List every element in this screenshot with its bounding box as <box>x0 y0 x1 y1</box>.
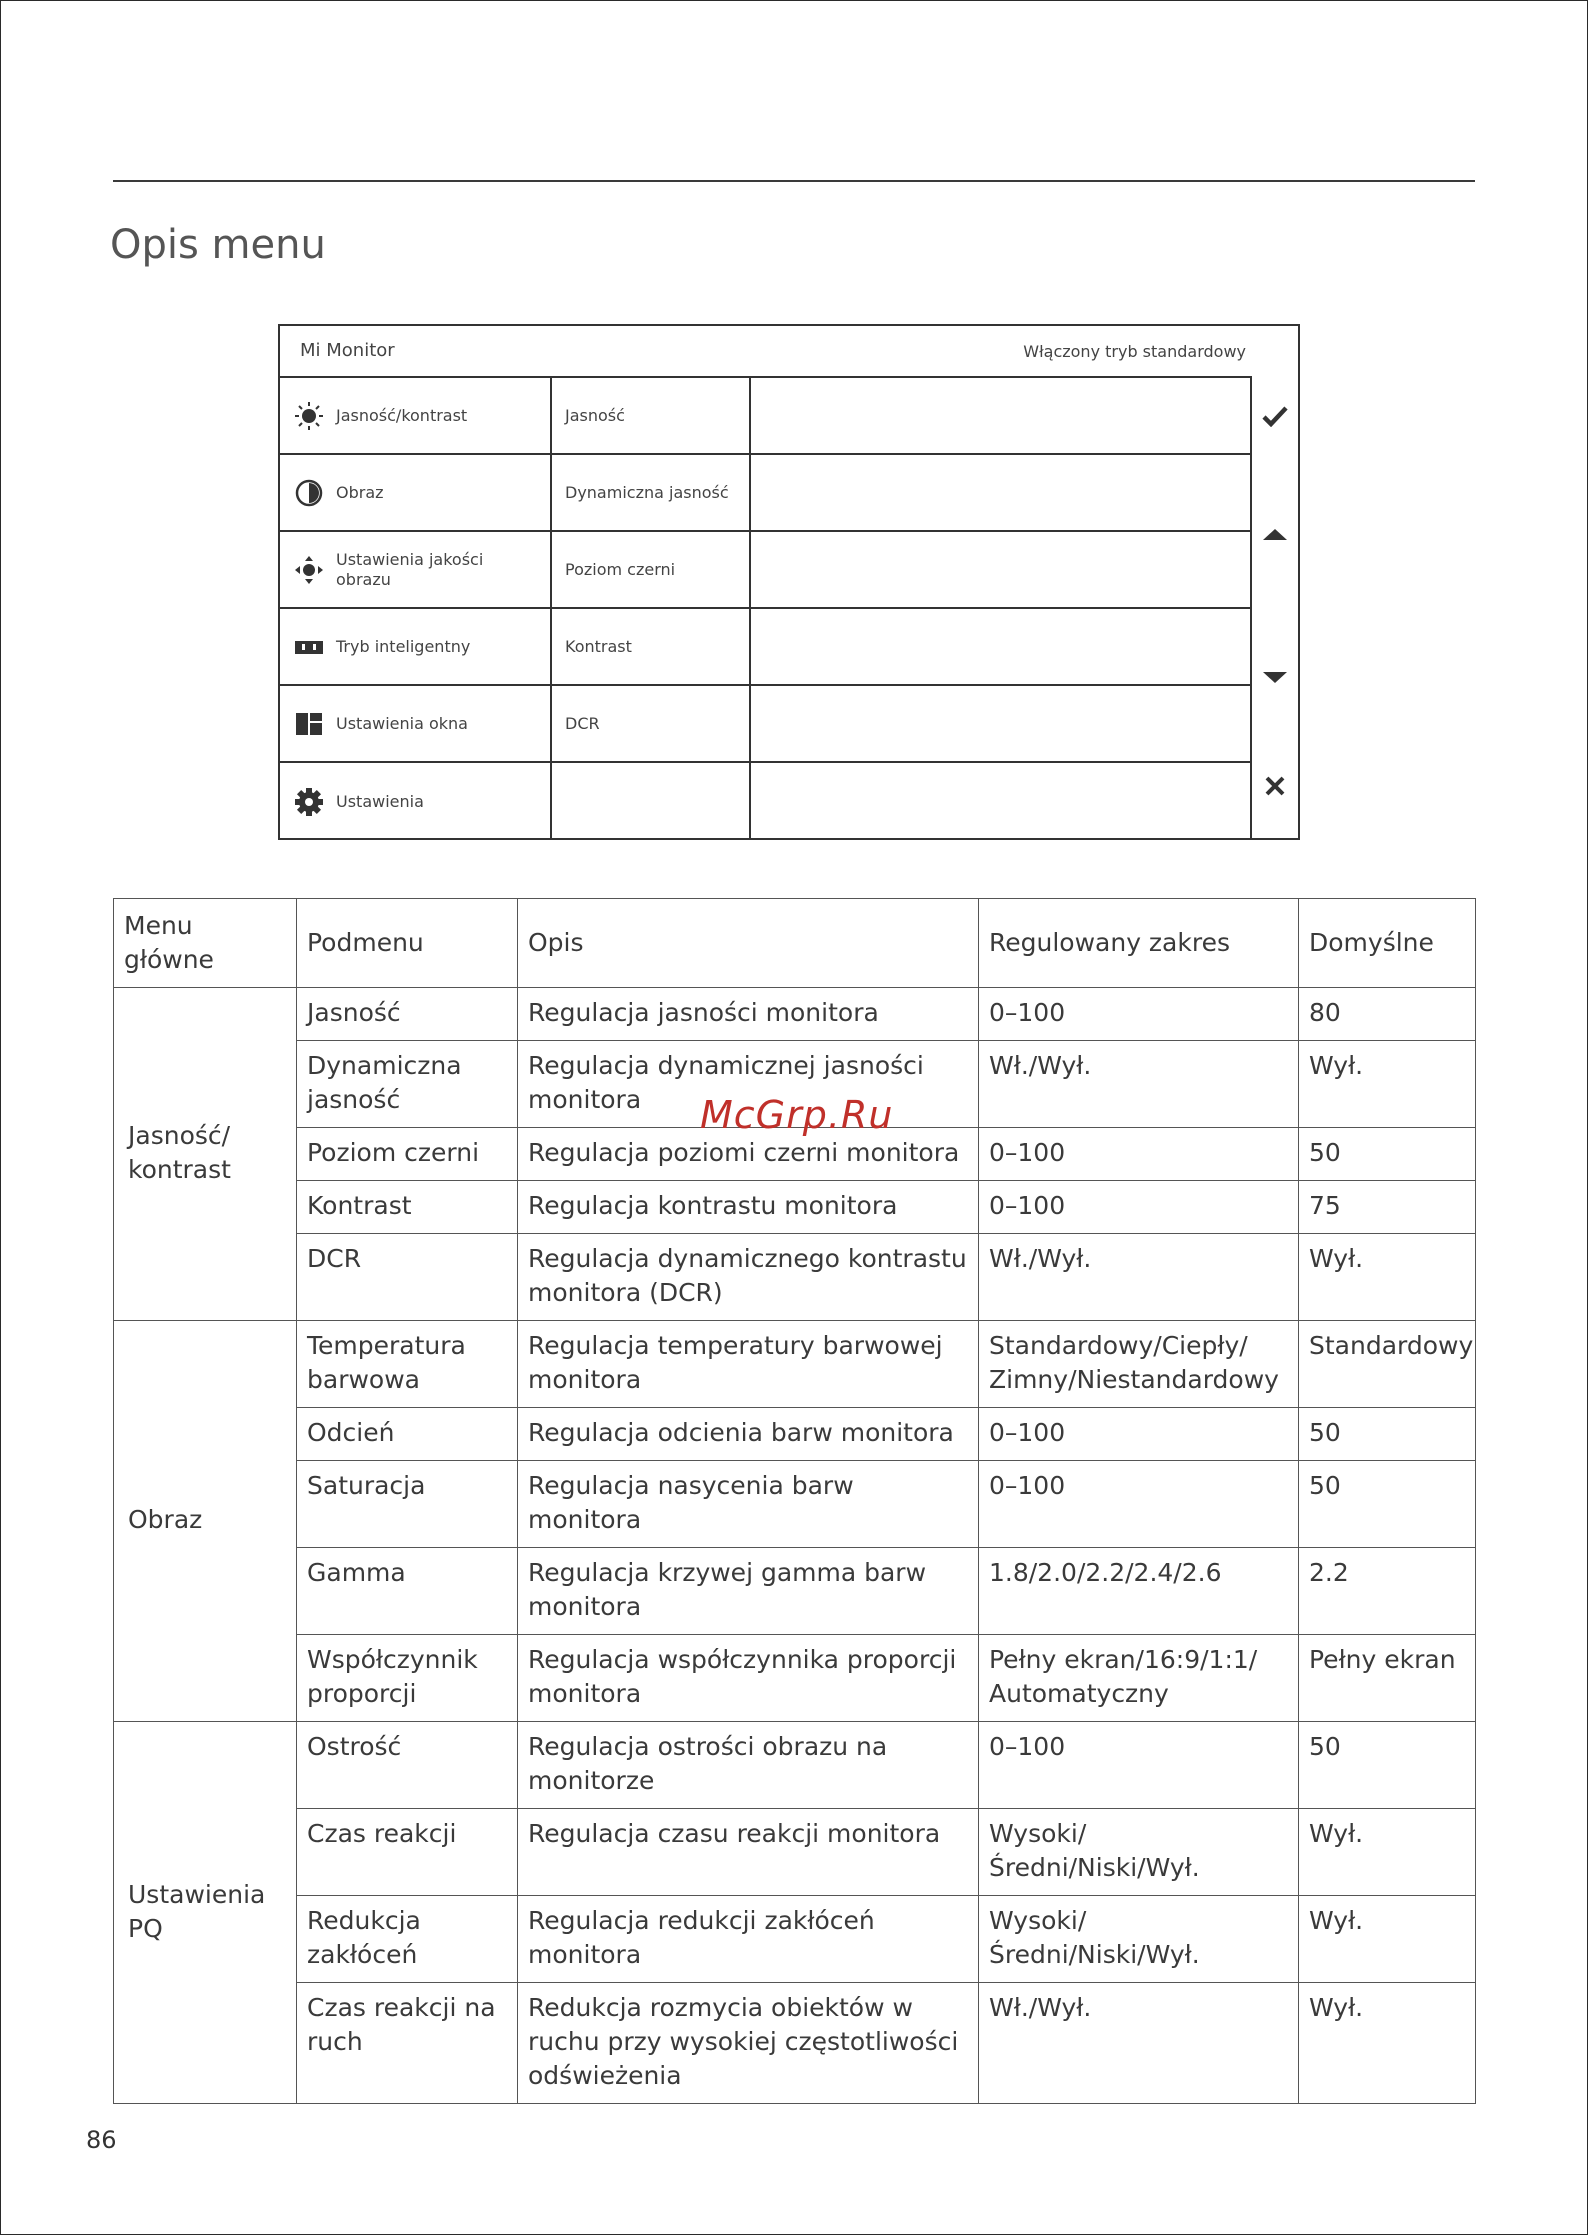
arrow-down-icon <box>1252 663 1298 693</box>
table-row <box>114 1181 1476 1234</box>
range-cell: 1.8/2.0/2.2/2.4/2.6 <box>979 1548 1299 1635</box>
range-cell: Standardowy/Ciepły/ Zimny/Niestandardowy <box>979 1321 1299 1408</box>
description-cell: Regulacja kontrastu monitora <box>518 1181 979 1234</box>
osd-menu-item <box>280 609 552 684</box>
osd-menu-diagram <box>278 324 1300 840</box>
osd-menu-label: Jasność/kontrast <box>336 405 468 425</box>
range-cell: 0–100 <box>979 1722 1299 1809</box>
default-cell: Wył. <box>1299 1896 1476 1983</box>
default-cell: 50 <box>1299 1408 1476 1461</box>
description-cell: Regulacja czasu reakcji monitora <box>518 1809 979 1896</box>
osd-mode-status: Włączony tryb standardowy <box>1023 342 1246 361</box>
table-row <box>114 988 1476 1041</box>
range-cell: 0–100 <box>979 1128 1299 1181</box>
header-default: Domyślne <box>1299 899 1476 988</box>
description-cell: Regulacja nasycenia barw monitora <box>518 1461 979 1548</box>
submenu-cell: Odcień <box>297 1408 518 1461</box>
range-cell: Pełny ekran/16:9/1:1/ Automatyczny <box>979 1635 1299 1722</box>
picture-quality-arrows-icon <box>294 555 324 585</box>
header-submenu: Podmenu <box>297 899 518 988</box>
osd-menu-label: Tryb inteligentny <box>336 636 471 656</box>
table-row <box>114 1461 1476 1548</box>
window-layout-icon <box>294 709 324 739</box>
table-row <box>114 1809 1476 1896</box>
description-cell: Regulacja dynamicznego kontrastu monitora (DCR) <box>518 1234 979 1321</box>
osd-side-controls <box>1252 376 1298 838</box>
table-row <box>114 1408 1476 1461</box>
submenu-cell: Saturacja <box>297 1461 518 1548</box>
settings-gear-icon <box>294 787 324 817</box>
table-row <box>114 1321 1476 1408</box>
submenu-cell: DCR <box>297 1234 518 1321</box>
description-cell: Regulacja jasności monitora <box>518 988 979 1041</box>
header-description: Opis <box>518 899 979 988</box>
osd-menu-item <box>280 763 552 840</box>
osd-row <box>280 763 1250 840</box>
submenu-cell: Redukcja zakłóceń <box>297 1896 518 1983</box>
default-cell: 50 <box>1299 1128 1476 1181</box>
submenu-cell: Kontrast <box>297 1181 518 1234</box>
description-cell: Regulacja krzywej gamma barw monitora <box>518 1548 979 1635</box>
submenu-cell: Jasność <box>297 988 518 1041</box>
osd-brand: Mi Monitor <box>300 340 395 361</box>
osd-menu-item <box>280 455 552 530</box>
description-cell: Regulacja współczynnika proporcji monitora <box>518 1635 979 1722</box>
default-cell: Wył. <box>1299 1234 1476 1321</box>
osd-row <box>280 609 1250 686</box>
osd-row <box>280 532 1250 609</box>
watermark: McGrp.Ru <box>700 1093 894 1137</box>
table-row <box>114 1548 1476 1635</box>
header-main-menu: Menu główne <box>114 899 297 988</box>
osd-grid <box>280 376 1252 838</box>
check-icon <box>1252 401 1298 431</box>
default-cell: 80 <box>1299 988 1476 1041</box>
close-icon <box>1252 771 1298 801</box>
osd-menu-label: Ustawienia jakości obrazu <box>336 549 484 589</box>
description-cell: Regulacja poziomi czerni monitora <box>518 1128 979 1181</box>
osd-value-cell <box>751 609 1250 684</box>
range-cell: 0–100 <box>979 988 1299 1041</box>
range-cell: 0–100 <box>979 1181 1299 1234</box>
table-row <box>114 1635 1476 1722</box>
description-cell: Regulacja dynamicznej jasności monitora <box>518 1041 979 1128</box>
osd-submenu-item: Poziom czerni <box>552 532 751 607</box>
default-cell: 50 <box>1299 1722 1476 1809</box>
page-number: 86 <box>86 2126 117 2154</box>
description-cell: Regulacja ostrości obrazu na monitorze <box>518 1722 979 1809</box>
arrow-up-icon <box>1252 519 1298 549</box>
osd-header <box>280 326 1298 376</box>
default-cell: Wył. <box>1299 1809 1476 1896</box>
table-row <box>114 1896 1476 1983</box>
osd-value-cell <box>751 686 1250 761</box>
default-cell: 50 <box>1299 1461 1476 1548</box>
range-cell: Wysoki/Średni/Niski/Wył. <box>979 1896 1299 1983</box>
brightness-sun-icon <box>294 401 324 431</box>
description-cell: Redukcja rozmycia obiektów w ruchu przy wysokiej częstotliwości odświeżenia <box>518 1983 979 2104</box>
osd-submenu-item: Dynamiczna jasność <box>552 455 751 530</box>
submenu-cell: Ostrość <box>297 1722 518 1809</box>
default-cell: 2.2 <box>1299 1548 1476 1635</box>
top-rule <box>113 180 1475 182</box>
smart-mode-icon <box>294 632 324 662</box>
submenu-cell: Poziom czerni <box>297 1128 518 1181</box>
header-range: Regulowany zakres <box>979 899 1299 988</box>
osd-menu-label: Ustawienia okna <box>336 713 468 733</box>
table-header-row <box>114 899 1476 988</box>
submenu-cell: Współczynnik proporcji <box>297 1635 518 1722</box>
menu-description-table <box>113 898 1476 2104</box>
range-cell: Wł./Wył. <box>979 1041 1299 1128</box>
range-cell: Wł./Wył. <box>979 1983 1299 2104</box>
default-cell: Standardowy <box>1299 1321 1476 1408</box>
submenu-cell: Czas reakcji na ruch <box>297 1983 518 2104</box>
main-menu-cell: Obraz <box>114 1321 297 1722</box>
range-cell: 0–100 <box>979 1408 1299 1461</box>
submenu-cell: Dynamiczna jasność <box>297 1041 518 1128</box>
table-row <box>114 1234 1476 1321</box>
default-cell: 75 <box>1299 1181 1476 1234</box>
osd-menu-item <box>280 686 552 761</box>
default-cell: Pełny ekran <box>1299 1635 1476 1722</box>
table-row <box>114 1722 1476 1809</box>
description-cell: Regulacja redukcji zakłóceń monitora <box>518 1896 979 1983</box>
submenu-cell: Czas reakcji <box>297 1809 518 1896</box>
range-cell: Wł./Wył. <box>979 1234 1299 1321</box>
osd-value-cell <box>751 532 1250 607</box>
osd-menu-item <box>280 532 552 607</box>
submenu-cell: Gamma <box>297 1548 518 1635</box>
main-menu-cell: Jasność/ kontrast <box>114 988 297 1321</box>
osd-submenu-item: DCR <box>552 686 751 761</box>
osd-menu-label: Ustawienia <box>336 791 424 811</box>
osd-submenu-item <box>552 763 751 840</box>
osd-submenu-item: Jasność <box>552 378 751 453</box>
description-cell: Regulacja temperatury barwowej monitora <box>518 1321 979 1408</box>
page-title: Opis menu <box>110 222 326 268</box>
half-circle-icon <box>294 478 324 508</box>
table-row <box>114 1983 1476 2104</box>
osd-submenu-item: Kontrast <box>552 609 751 684</box>
description-cell: Regulacja odcienia barw monitora <box>518 1408 979 1461</box>
range-cell: 0–100 <box>979 1461 1299 1548</box>
osd-value-cell <box>751 378 1250 453</box>
osd-row <box>280 455 1250 532</box>
osd-row <box>280 686 1250 763</box>
submenu-cell: Temperatura barwowa <box>297 1321 518 1408</box>
default-cell: Wył. <box>1299 1983 1476 2104</box>
range-cell: Wysoki/Średni/Niski/Wył. <box>979 1809 1299 1896</box>
main-menu-cell: Ustawienia PQ <box>114 1722 297 2104</box>
osd-menu-item <box>280 378 552 453</box>
default-cell: Wył. <box>1299 1041 1476 1128</box>
osd-menu-label: Obraz <box>336 482 384 502</box>
osd-value-cell <box>751 763 1250 840</box>
osd-row <box>280 378 1250 455</box>
osd-value-cell <box>751 455 1250 530</box>
